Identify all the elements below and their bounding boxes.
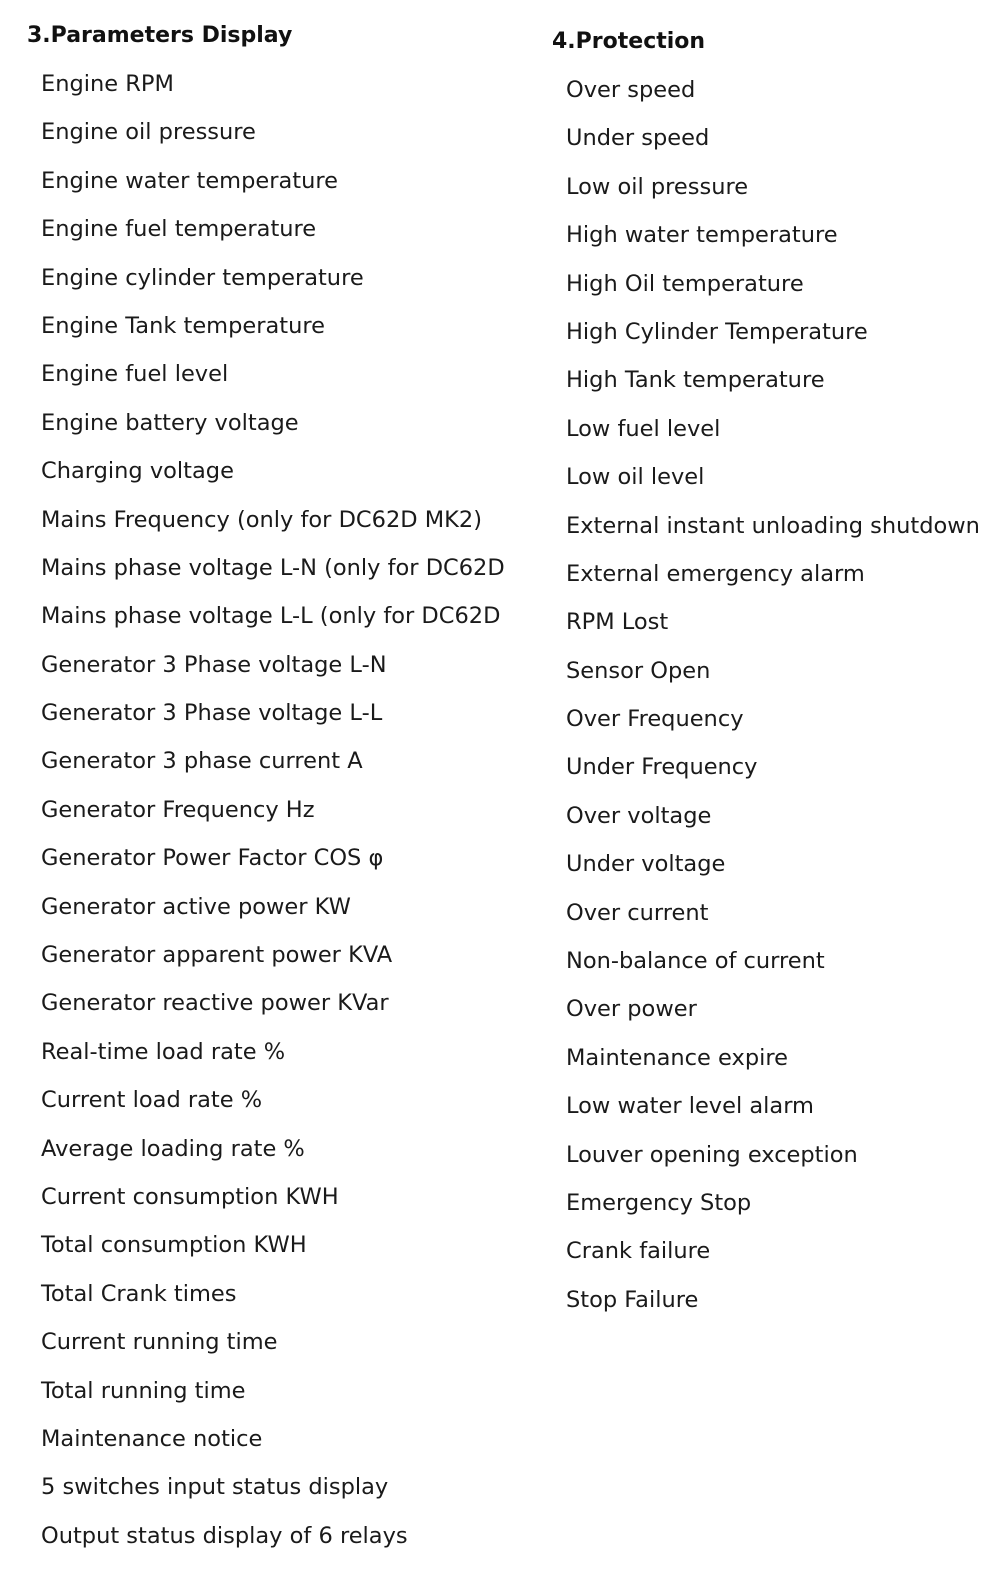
protection-item: Non-balance of current bbox=[566, 948, 825, 975]
parameter-item: Current load rate % bbox=[41, 1087, 263, 1114]
protection-column bbox=[540, 0, 1000, 1588]
protection-item: Over power bbox=[566, 996, 697, 1023]
parameter-item: Total Crank times bbox=[41, 1280, 237, 1307]
parameter-item: Generator reactive power KVar bbox=[41, 990, 389, 1017]
parameter-item: Current running time bbox=[41, 1329, 278, 1356]
parameter-item: Current consumption KWH bbox=[41, 1183, 339, 1210]
parameter-item: Mains phase voltage L-L (only for DC62D bbox=[41, 603, 501, 630]
parameter-item: Average loading rate % bbox=[41, 1135, 305, 1162]
parameter-item: Mains Frequency (only for DC62D MK2) bbox=[41, 506, 482, 533]
protection-item: High Cylinder Temperature bbox=[566, 318, 868, 345]
protection-item: Over speed bbox=[566, 77, 696, 103]
parameter-item: Mains phase voltage L-N (only for DC62D bbox=[41, 554, 505, 581]
parameter-item: Generator Frequency Hz bbox=[41, 796, 315, 823]
protection-item: RPM Lost bbox=[566, 609, 669, 636]
parameter-item: Engine RPM bbox=[41, 71, 174, 97]
protection-item: Under speed bbox=[566, 125, 710, 152]
protection-item: Over current bbox=[566, 899, 709, 926]
parameter-item: Generator 3 Phase voltage L-L bbox=[41, 700, 383, 727]
parameter-item: Engine Tank temperature bbox=[41, 312, 325, 339]
protection-heading: 4.Protection bbox=[552, 29, 706, 54]
parameter-item: Engine fuel level bbox=[41, 361, 229, 388]
protection-item: Sensor Open bbox=[566, 657, 711, 684]
protection-list bbox=[566, 72, 980, 1330]
protection-item: Over voltage bbox=[566, 802, 712, 829]
protection-item: Louver opening exception bbox=[566, 1141, 858, 1168]
parameter-item: Generator Power Factor COS φ bbox=[41, 845, 384, 872]
parameter-item: Engine water temperature bbox=[41, 167, 338, 194]
protection-item: Under voltage bbox=[566, 851, 726, 878]
protection-item: High Oil temperature bbox=[566, 270, 804, 297]
parameter-item: Output status display of 6 relays bbox=[41, 1522, 408, 1549]
protection-item: External emergency alarm bbox=[566, 560, 865, 587]
parameter-item: Total consumption KWH bbox=[41, 1232, 307, 1259]
protection-item: High water temperature bbox=[566, 222, 838, 249]
protection-item: Over Frequency bbox=[566, 706, 744, 733]
parameter-item: Generator apparent power KVA bbox=[41, 942, 393, 969]
parameter-item: Real-time load rate % bbox=[41, 1038, 286, 1065]
parameter-item: Engine cylinder temperature bbox=[41, 264, 364, 291]
protection-item: Low oil level bbox=[566, 464, 705, 491]
parameter-item: Engine oil pressure bbox=[41, 119, 256, 146]
parameters-display-heading: 3.Parameters Display bbox=[27, 23, 293, 48]
parameter-item: Total running time bbox=[41, 1377, 246, 1404]
parameter-item: Generator active power KW bbox=[41, 893, 351, 920]
parameter-item: Charging voltage bbox=[41, 458, 234, 485]
parameter-item: Generator 3 phase current A bbox=[41, 748, 363, 775]
protection-item: High Tank temperature bbox=[566, 367, 825, 394]
protection-item: Stop Failure bbox=[566, 1286, 699, 1313]
protection-item: Under Frequency bbox=[566, 754, 758, 781]
protection-item: Crank failure bbox=[566, 1238, 711, 1265]
parameters-list bbox=[41, 66, 505, 1566]
protection-item: Low fuel level bbox=[566, 415, 721, 442]
protection-item: Maintenance expire bbox=[566, 1044, 788, 1071]
parameter-item: Engine fuel temperature bbox=[41, 216, 317, 243]
protection-item: Low oil pressure bbox=[566, 173, 749, 200]
parameter-item: Maintenance notice bbox=[41, 1425, 263, 1452]
parameter-item: 5 switches input status display bbox=[41, 1474, 389, 1501]
parameter-item: Engine battery voltage bbox=[41, 409, 299, 436]
parameter-item: Generator 3 Phase voltage L-N bbox=[41, 651, 387, 678]
protection-item: Emergency Stop bbox=[566, 1189, 752, 1216]
protection-item: External instant unloading shutdown bbox=[566, 512, 980, 539]
protection-item: Low water level alarm bbox=[566, 1093, 814, 1120]
